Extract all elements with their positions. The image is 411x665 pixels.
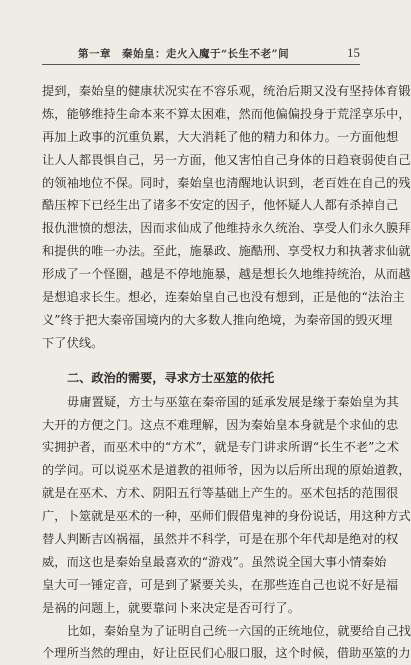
text-line: 广，卜筮就是巫术的一种，巫师们假借鬼神的身份说话，用这种方式 xyxy=(42,509,411,524)
text-line: 提到，秦始皇的健康状况实在不容乐观，统治后期又没有坚持体育锻 xyxy=(42,84,411,98)
running-head: 第一章 秦始皇：走火入魔于“长生不老”间 xyxy=(78,48,290,60)
text-line: 下了伏线。 xyxy=(42,335,104,350)
section-spacer xyxy=(42,355,368,365)
text-line: 替人判断吉凶祸福，虽然并不科学，可是在那个年代却是绝对的权 xyxy=(42,532,399,547)
text-line: 酷压榨下已经生出了诸多不安定的因子，他怀疑人人都有杀掉自己 xyxy=(42,198,399,213)
paragraph-3 xyxy=(42,620,411,665)
body-text xyxy=(42,80,411,665)
text-line: 的领袖地位不保。同时，秦始皇也清醒地认识到，老百姓在自己的残 xyxy=(42,175,411,190)
text-line: 是想追求长生。想必，连秦始皇自己也没有想到，正是他的“法治主 xyxy=(42,290,405,305)
text-line: 炼，能够维持生命本来不算太困难，然而他偏偏投身于荒淫享乐中， xyxy=(42,106,411,121)
paragraph-1 xyxy=(42,80,411,355)
paragraph-2 xyxy=(42,391,411,620)
page-header xyxy=(42,44,360,65)
text-line: 的学问。可以说巫术是道教的祖师爷，因为以后所出现的原始道教， xyxy=(42,463,411,478)
section-heading: 二、政治的需要，寻求方士巫筮的依托 xyxy=(67,370,275,385)
text-line: 再加上政事的沉重负累，大大消耗了他的精力和体力。一方面他想 xyxy=(42,129,399,144)
text-line: 就是在巫术、方术、阴阳五行等基础上产生的。巫术包括的范围很 xyxy=(42,486,399,501)
text-line: 是祸的问题上，就要靠问卜来决定是否可行了。 xyxy=(42,600,301,615)
text-line: 威，而这也是秦始皇最喜欢的“游戏”。虽然说全国大事小情秦始 xyxy=(42,554,387,569)
text-line: 义”终于把大秦帝国境内的大多数人推向绝境，为秦帝国的毁灭埋 xyxy=(42,312,393,327)
text-line: 个理所当然的理由，好让臣民们心服口服，这个时候，借助巫筮的力 xyxy=(42,646,411,661)
text-line: 毋庸置疑，方士与巫筮在秦帝国的延承发展是缘于秦始皇为其 xyxy=(67,394,399,409)
page-number: 15 xyxy=(347,45,360,60)
text-line: 大开的方便之门。这点不难理解，因为秦始皇本身就是个求仙的忠 xyxy=(42,417,399,432)
text-line: 比如，秦始皇为了证明自己统一六国的正统地位，就要给自己找 xyxy=(67,623,411,638)
text-line: 皇大可一锤定音，可是到了紧要关头，在那些连自己也说不好是福 xyxy=(42,577,399,592)
text-line: 报仇泄愤的想法，因而求仙成了他维持永久统治、享受人们永久膜拜 xyxy=(42,221,411,236)
text-line: 实拥护者，而巫术中的“方术”，就是专门讲求所谓“长生不老”之术 xyxy=(42,440,400,455)
text-line: 让人人都畏惧自己，另一方面，他又害怕自己身体的日趋衰弱使自己 xyxy=(42,152,411,167)
text-line: 形成了一个怪圈，越是不停地施暴，越是想长久地维持统治，从而越 xyxy=(42,267,411,282)
text-line: 和提供的唯一办法。至此，施暴政、施酷刑、享受权力和执著求仙就 xyxy=(42,244,411,259)
